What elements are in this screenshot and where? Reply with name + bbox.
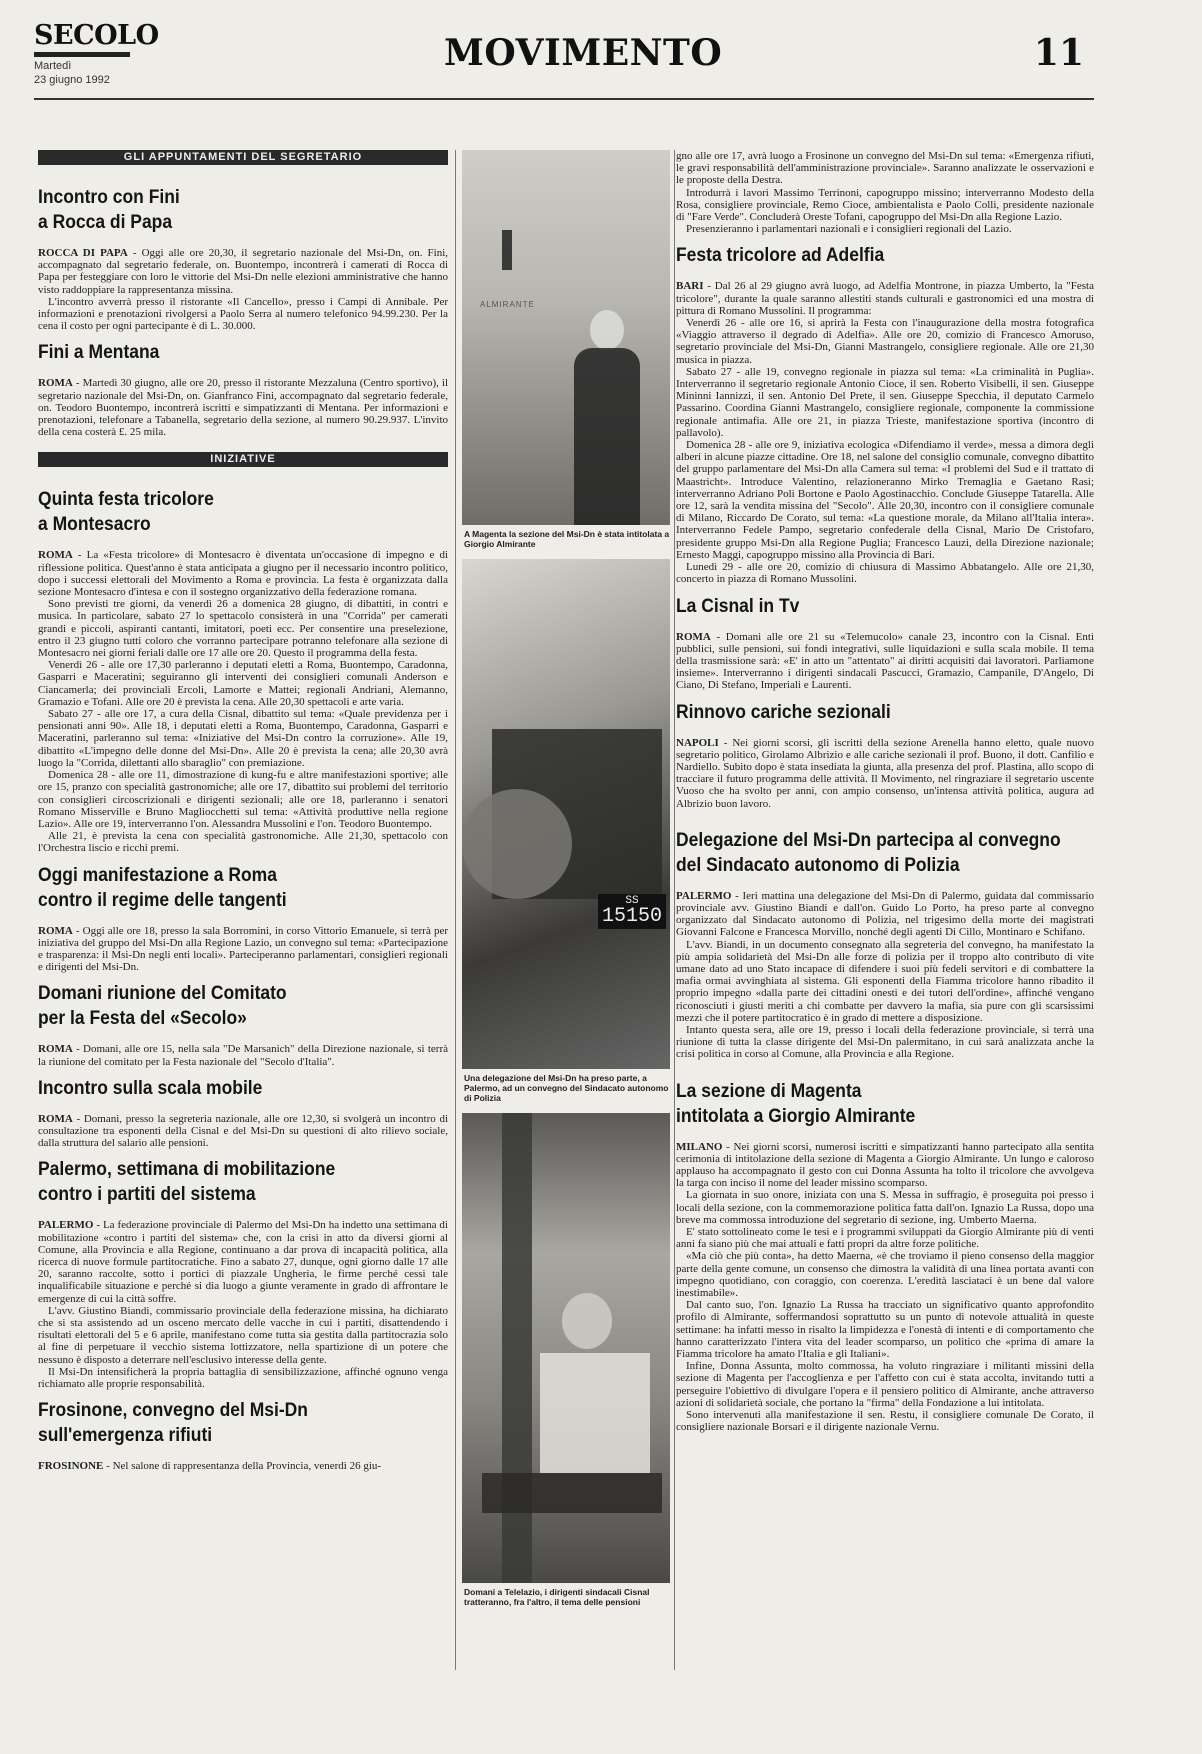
paragraph <box>38 1219 448 1304</box>
page-number: 11 <box>1033 32 1084 74</box>
photo-pensioner <box>462 1113 670 1583</box>
article-body <box>38 1219 448 1390</box>
headline-line: Frosinone, convegno del Msi-Dn <box>38 1400 308 1422</box>
dateline: MILANO <box>676 1140 723 1153</box>
paragraph <box>38 377 448 438</box>
dateline: ROMA <box>38 377 73 390</box>
article-headline <box>676 243 1091 268</box>
paragraph: Sono intervenuti alla manifestazione il sen. Restu, il consigliere comunale De Corato, il consigliere nazionale Borsari e il dirigente nazionale Vernu. <box>676 1409 1094 1434</box>
article-body <box>676 737 1094 810</box>
headline-line: contro il regime delle tangenti <box>38 889 287 911</box>
headline-line: Rinnovo cariche sezionali <box>676 701 891 723</box>
dateline: NAPOLI <box>676 736 719 749</box>
photo-almirante-plaque <box>462 150 670 525</box>
paragraph-text: - Oggi alle ore 18, presso la sala Borromini, in corso Vittorio Emanuele, si terrà per iniziativa del gruppo del Msi-Dn alla Regione Lazio, un convegno sul tema: «Partecipazione e trasparenza: il Msi-Dn negli enti locali». Parteciperanno parlamentari, consiglieri regionali e dirigenti del Msi-Dn. <box>38 924 448 974</box>
article-body <box>38 247 448 332</box>
article-headline <box>38 340 445 365</box>
article-body <box>676 1141 1094 1434</box>
article <box>38 185 448 332</box>
paragraph: E' stato sottolineato come le tesi e i programmi sviluppati da Giorgio Almirante più di venti anni fa siano più che mai attuali e fatti propri da altre forze politiche. <box>676 1226 1094 1251</box>
headline-line: a Montesacro <box>38 514 151 536</box>
paragraph <box>676 631 1094 692</box>
article <box>38 981 448 1067</box>
woman-head <box>590 310 624 350</box>
paragraph-text: - Nei giorni scorsi, numerosi iscritti e simpatizzanti hanno partecipato alla sentita cerimonia di intitolazione della sezione di Magenta a Giorgio Almirante. Un lungo e caloroso applauso ha accompagnato il gesto con cui Donna Assunta ha tolto il tricolore che avvolgeva la targa con inciso il nome del leader missino scomparso. <box>676 1140 1094 1190</box>
paragraph <box>38 1460 448 1472</box>
headline-line: sull'emergenza rifiuti <box>38 1425 213 1447</box>
article <box>676 1079 1094 1434</box>
article-headline <box>38 185 445 235</box>
rubric-bar: GLI APPUNTAMENTI DEL SEGRETARIO <box>38 150 448 165</box>
paragraph: La giornata in suo onore, iniziata con una S. Messa in suffragio, è proseguita poi presso i locali della sezione, con la commemorazione politica fatta dall'on. Ignazio La Russa, dopo una breve ma commossa introduzione del segretario di sezione, ing. Umberto Maerna. <box>676 1189 1094 1226</box>
paragraph <box>38 925 448 974</box>
header-rule <box>34 98 1094 100</box>
article-body <box>38 1043 448 1067</box>
photo-caption: A Magenta la sezione del Msi-Dn è stata intitolata a Giorgio Almirante <box>464 529 670 549</box>
article-headline <box>676 700 1091 725</box>
article <box>38 1076 448 1150</box>
article-headline <box>38 1398 445 1448</box>
paragraph <box>38 1043 448 1067</box>
column-divider <box>674 150 675 1670</box>
article-headline <box>676 1079 1091 1129</box>
plate-number: 15150 <box>601 905 662 928</box>
paragraph: L'avv. Biandi, in un documento consegnato alla segreteria del convegno, ha manifestato la più ampia solidarietà del Msi-Dn alle forze di polizia per il troppo alto contributo di vite umane dato ad uno Stato incapace di difendere i suoi più fedeli servitori e di combattere la mafia ormai avvinghiata al sistema. Gli esponenti della Fiamma tricolore hanno ribadito il proprio impegno «dalla parte dei cittadini onesti e dei tutori dell'ordine», affinché vengano riconosciuti i giusti meriti a chi combatte per davvero la mafia, sia pure con gli scarsissimi mezzi che il potere partitocratico è in grado di mettere a disposizione. <box>676 938 1094 1024</box>
article-headline <box>38 863 445 913</box>
headline-line: per la Festa del «Secolo» <box>38 1008 247 1030</box>
article <box>38 1398 448 1472</box>
dateline: ROMA <box>38 1112 73 1125</box>
article <box>38 1157 448 1390</box>
paragraph: Sabato 27 - alle 19, convegno regionale in piazza sul tema: «La criminalità in Puglia». Interverranno il segretario regionale Antonio Cioce, il sen. Roberto Visibelli, il sen. Giuseppe Mininni Iannizzi, il sen. Antonio Del Prete, il sen. Giuseppe Specchia, il deputato Carmelo Passarino. Coordina Gianni Mastrangelo, consigliere regionale, componente la commissione regionale antimafia. Alle ore 21, in piazza Trieste, manifestazione sportiva (incontro di pallavolo). <box>676 365 1094 439</box>
paragraph: Sono previsti tre giorni, da venerdì 26 a domenica 28 giugno, di dibattiti, in contri e musica. In particolare, sabato 27 lo spettacolo consisterà in una "Corrida" per camerati grandi e piccoli, aspiranti cantanti, imitatori, poeti ecc. Per consentire una preselezione, entro il 23 giugno tutti coloro che vorranno partecipare potranno telefonare alla sezione di Montesacro nei giorni feriali dalle ore 17 alle ore 20. Questo il programma della festa. <box>38 598 448 660</box>
headline-line: Incontro con Fini <box>38 187 180 208</box>
paragraph <box>676 890 1094 939</box>
issue-date: 23 giugno 1992 <box>34 74 110 86</box>
headline-line: Incontro sulla scala mobile <box>38 1077 263 1099</box>
paragraph-text: - Nel salone di rappresentanza della Provincia, venerdì 26 giu- <box>106 1460 382 1473</box>
left-column <box>38 150 448 1670</box>
issue-day: Martedì <box>34 60 72 72</box>
paragraph <box>38 549 448 598</box>
headline-line: Domani riunione del Comitato <box>38 983 287 1005</box>
paragraph <box>676 1141 1094 1190</box>
photo-caption: Domani a Telelazio, i dirigenti sindacali Cisnal tratteranno, fra l'altro, il tema delle pensioni <box>464 1587 650 1607</box>
person-figure <box>462 789 572 899</box>
dateline: PALERMO <box>38 1219 94 1232</box>
paragraph: Dal canto suo, l'on. Ignazio La Russa ha tracciato un significativo quanto approfondito profilo di Almirante, soffermandosi soprattutto su un punto di notevole attualità in queste settimane: ha infatti messo in risalto la limpidezza e l'onestà di intenti e di comportamento che hanno caratterizzato l'intera vita del leader scomparso, un politico che «prima di amare la Fiamma tricolore ha amato l'Italia e gli Italiani». <box>676 1299 1094 1361</box>
article-headline <box>38 487 445 537</box>
article-body <box>38 1460 448 1472</box>
dateline: PALERMO <box>676 889 732 902</box>
headline-line: intitolata a Giorgio Almirante <box>676 1105 916 1127</box>
dateline: BARI <box>676 280 704 293</box>
dateline: ROMA <box>38 1043 73 1056</box>
photo-palermo-car <box>462 559 670 1069</box>
article-headline <box>38 981 445 1031</box>
paragraph: L'avv. Giustino Biandi, commissario provinciale della federazione missina, ha dichiarato che si sta assistendo ad un osceno mercato delle vacche in cui i partiti, disattendendo i risultati elettorali del 5 e 6 aprile, manifestano come tutta sia gestita dalla partitocrazia solo al fine di perpetuare il vecchio sistema lottizzatore, nella spartizione di un potere che nessuno è disposto a deterrare nell'esclusivo interesse della gente. <box>38 1304 448 1366</box>
man-head <box>562 1293 612 1349</box>
logo-underline <box>34 52 130 57</box>
dateline: ROMA <box>38 549 73 562</box>
dateline: ROMA <box>676 630 711 643</box>
paragraph: Domenica 28 - alle ore 11, dimostrazione di kung-fu e altre manifestazioni sportive; alle ore 15, pranzo con specialità gastronomiche; alle ore 17, dibattito sui problemi del territorio con consiglieri circoscrizionali e dirigenti sezionali; alle ore 18, parleranno i senatori Romano Misserville e Bruno Magliocchetti sul tema: «Attività produttive nella regione Lazio». Alle ore 19, interverranno l'on. Alessandra Mussolini e l'on. Teodoro Buontempo. <box>38 769 448 830</box>
paragraph <box>676 280 1094 317</box>
paragraph: Il Msi-Dn intensificherà la propria battaglia di sensibilizzazione, affinché ognuno venga richiamato alle proprie responsabilità. <box>38 1365 448 1390</box>
article-body <box>38 377 448 438</box>
headline-line: Delegazione del Msi-Dn partecipa al convegno <box>676 829 1061 851</box>
plaque-emblem <box>502 230 512 270</box>
right-column <box>676 150 1094 1670</box>
paragraph: Domenica 28 - alle ore 9, iniziativa ecologica «Difendiamo il verde», messa a dimora degli alberi in alcune piazze cittadine. Ore 18, nel salone del consiglio comunale, convegno dibattito del gruppo parlamentare del Msi-Dn alla Camera sul tema: «I problemi del Sud e il trattato di Maastricht». Introduce Valentino, relazioneranno Mirko Tremaglia e Gaetano Rasi; interverranno Adriano Poli Bortone e Paolo Agostinacchio. Conclude Giuseppe Tatarella. Alle ore 12, sarà la vendita missina del "Secolo". Alle 20,30, incontro con il consigliere comunale di Milano, Riccardo De Corato, sul tema: «La questione morale, da Milano all'Italia intera». Interverranno Fedele Pampo, segretario confederale della Cisnal, Mario De Cristofaro, presidente gruppo Msi-Dn alla Regione Puglia; Francesco Lauzi, della Direzione nazionale; Ernesto Maggi, capogruppo missino alla Provincia di Bari. <box>676 439 1094 561</box>
dateline: ROCCA DI PAPA <box>38 247 128 259</box>
newspaper-logo: SECOLO <box>34 20 159 51</box>
paragraph-text: - La «Festa tricolore» di Montesacro è diventata un'occasione di impegno e di riflessione politica. Quest'anno è stata anticipata a giugno per il necessario incontro politico, dopo i successi elettorali del Movimento a Roma e provincia. La festa è organizzata dalla sezione Montesacro d'intesa e con il sostegno organizzativo della federazione romana. <box>38 549 448 599</box>
article-headline <box>38 1076 445 1101</box>
article <box>676 828 1094 1061</box>
bench <box>482 1473 662 1513</box>
headline-line: La sezione di Magenta <box>676 1080 862 1102</box>
article-body <box>38 925 448 974</box>
paragraph-text: - Nei giorni scorsi, gli iscritti della sezione Arenella hanno eletto, quale nuovo segretario politico, Girolamo Albrizio e alle cariche sezionali il prof. Buono, il dott. Canfilio e Nardiello. Subito dopo è stata insediata la giunta, alla presenza del prof. Plastina, allo scopo di tracciare il futuro programma delle attività. Il Movimento, nel ringraziare il segretario uscente Vuoso che ha svolto per anni, con ampio consenso, un'intensa attività politica, augura ad Albrizio buon lavoro. <box>676 736 1094 810</box>
paragraph: Sabato 27 - alle ore 17, a cura della Cisnal, dibattito sul tema: «Quale previdenza per i pensionati anni 90». Alle 18, i deputati eletti a Roma, Buontempo, Caradonna, Gasparri e Maceratini, parleranno sul tema: «Iniziative del Msi-Dn contro la corruzione». Alle 19, dibattito «L'impegno delle donne del Msi-Dn». Alle 20 è prevista la cena; alle 20,30 avrà luogo la "Corrida, dilettanti allo sbaraglio" con premiazione. <box>38 708 448 769</box>
paragraph-text: - Dal 26 al 29 giugno avrà luogo, ad Adelfia Montrone, in piazza Umberto, la "Festa tricolore", durante la quale saranno allestiti stands culturali e gastronomici ed una mostra di pittura di Romano Mussolini. Il programma: <box>676 280 1094 317</box>
article-headline <box>38 1157 445 1207</box>
headline-line: Festa tricolore ad Adelfia <box>676 245 885 267</box>
article-continuation <box>676 150 1094 235</box>
article-body <box>38 1113 448 1150</box>
masthead <box>34 20 1094 100</box>
paragraph: Presenzieranno i parlamentari nazionali e i consiglieri regionali del Lazio. <box>686 223 1012 236</box>
headline-line: Palermo, settimana di mobilitazione <box>38 1159 336 1181</box>
paragraph <box>38 247 448 296</box>
article <box>38 487 448 854</box>
newspaper-held <box>540 1353 650 1473</box>
paragraph: gno alle ore 17, avrà luogo a Frosinone un convegno del Msi-Dn sul tema: «Emergenza rifiuti, le gravi responsabilità dell'amministrazione provinciale». Saranno analizzate le osservazioni e le proposte della Destra. <box>676 150 1094 187</box>
article-body <box>38 549 448 854</box>
paragraph-text: - Domani, alle ore 15, nella sala "De Marsanich" della Direzione nazionale, si terrà la riunione del comitato per la Festa nazionale del "Secolo d'Italia". <box>38 1043 448 1068</box>
paragraph: «Ma ciò che più conta», ha detto Maerna, «è che troviamo il pieno consenso della maggior parte della gente comune, un consenso che dimostra la validità di una linea portata avanti con impegno quotidiano, con coraggio, con coerenza. L'eredità lasciataci è un bene dal valore inestimabile». <box>676 1250 1094 1300</box>
article <box>38 340 448 438</box>
dateline: FROSINONE <box>38 1460 104 1473</box>
paragraph: Alle 21, è prevista la cena con specialità gastronomiche. Alle 21,30, spettacolo con l'Orchestra liscio e ricchi premi. <box>38 830 448 855</box>
paragraph: Venerdì 26 - alle ore 17,30 parleranno i deputati eletti a Roma, Buontempo, Caradonna, Gasparri e Maceratini; seguiranno gli interventi dei consiglieri comunali Anderson e Ciancamerla; dei provinciali Ercoli, Lamorte e Mattei; regionali Andriani, Alemanno, Gramazio e Tofani. Alle ore 20 è prevista la cena. Alle 20,30 spettacoli e arte varia. <box>38 659 448 708</box>
paragraph-text: - Martedì 30 giugno, alle ore 20, presso il ristorante Mezzaluna (Centro sportivo), il segretario nazionale del Msi-Dn, on. Gianfranco Fini, accompagnato dal segretario federale, on. Teodoro Buontempo, incontrerà iscritti e simpatizzanti di Mentana. Per informazioni e prenotazioni, telefonare a Tabanella, segretario della sezione, al numero 90.29.937. L'invito della cena costerà £. 25 mila. <box>38 377 448 439</box>
article-headline <box>676 594 1091 619</box>
article-headline <box>676 828 1091 878</box>
plaque-sign: ALMIRANTE <box>480 300 535 309</box>
article <box>676 243 1094 585</box>
paragraph-text: - Domani alle ore 21 su «Telemucolo» canale 23, incontro con la Cisnal. Enti pubblici, sulle pensioni, sui fondi integrativi, sulle liquidazioni e sulla scala mobile. Il tema della trasmissione sarà: «E' in atto un "attentato" ai diritti acquisiti dai lavoratori. Parliamone insieme». Interverranno i dirigenti sindacali Pascucci, Gramazio, Campanile, D'Angelo, Di Ciano, Di Stefano, Imperiali e Laurenti. <box>676 630 1094 692</box>
headline-line: contro i partiti del sistema <box>38 1184 256 1206</box>
dateline: ROMA <box>38 924 73 937</box>
paragraph <box>38 1113 448 1150</box>
woman-figure <box>574 348 640 525</box>
paragraph-text: - Domani, presso la segreteria nazionale, alle ore 12,30, si svolgerà un incontro di consultazione tra esponenti della Cisnal e del Msi-Dn su questioni di alto rilievo sociale, dalla struttura del salario alle pensioni. <box>38 1112 448 1150</box>
paragraph-text: - Oggi alle ore 20,30, il segretario nazionale del Msi-Dn, on. Fini, accompagnato dal segretario federale, on. Buontempo, incontrerà i camerati di Rocca di Papa per festeggiare con loro le vittorie del Msi-Dn nelle elezioni amministrative che hanno visto raddoppiare la rappresentanza missina. <box>38 247 448 296</box>
paragraph: Infine, Donna Assunta, molto commossa, ha voluto ringraziare i militanti missini della sezione di Magenta per l'accoglienza e per l'affetto con cui è stata accolta, invitando tutti a perseguire l'obiettivo di divulgare l'opera e il pensiero politico di Almirante, anche attraverso azioni di solidarietà sociale, che portano la "firma" della Fondazione a lui intitolata. <box>676 1360 1094 1409</box>
photo-caption: Una delegazione del Msi-Dn ha preso parte, a Palermo, ad un convegno del Sindacato autonomo di Polizia <box>464 1073 669 1103</box>
headline-line: Quinta festa tricolore <box>38 489 214 511</box>
paragraph: Lunedì 29 - alle ore 20, comizio di chiusura di Massimo Abbatangelo. Alle ore 21,30, concerto in piazza di Romano Mussolini. <box>676 561 1094 586</box>
rubric-bar: INIZIATIVE <box>38 452 448 467</box>
headline-line: Oggi manifestazione a Roma <box>38 864 277 886</box>
paragraph: Introdurrà i lavori Massimo Terrinoni, capogruppo missino; interverranno Modesto della Rosa, consigliere provinciale, Remo Cioce, ambientalista e Paolo Colli, presidente nazionale di "Fare Verde". Concluderà Oreste Tofani, capogruppo del Msi-Dn alla Regione Lazio. <box>676 186 1094 224</box>
headline-line: a Rocca di Papa <box>38 212 173 233</box>
article-body <box>676 280 1094 585</box>
headline-line: La Cisnal in Tv <box>676 595 800 617</box>
article <box>676 700 1094 810</box>
paragraph-text: - La federazione provinciale di Palermo del Msi-Dn ha indetto una settimana di mobilitazione «contro i partiti del sistema» che, con la crisi in atto da diversi giorni al Comune, alla Provincia e alla Regione, continuano a dar prova di incapacità politica, alla ricerca di nuove formule partitocratiche. Fino a sabato 27, dunque, ogni giorno dalle 17 alle 20, saranno raccolte, sotto i portici di piazzale Ungheria, le firme perché cessi tale inqualificabile situazione e perché si dia luogo a giunte veramente in grado di affrontare le emergenze di cui la città soffre. <box>38 1219 448 1305</box>
article <box>676 594 1094 692</box>
license-plate <box>598 894 666 929</box>
paragraph: Intanto questa sera, alle ore 19, presso i locali della federazione provinciale, si terrà una riunione di tutta la classe dirigente del Msi-Dn palermitano, in cui sarà analizzata anche la crisi politica in corso al Comune, alla Provincia e alla Regione. <box>676 1023 1094 1061</box>
photo-column <box>462 150 672 1670</box>
column-divider <box>455 150 456 1670</box>
paragraph <box>676 737 1094 810</box>
paragraph: Venerdì 26 - alle ore 16, si aprirà la Festa con l'inaugurazione della mostra fotografica «Viaggio attraverso il degrado di Adelfia». Alle ore 20, comizio di Francesco Amoruso, segretario provinciale del Msi-Dn, Gianni Mastrangelo, consigliere regionale. Alle ore 21,30 musica in piazza. <box>676 317 1094 366</box>
plate-prefix: SS <box>625 895 639 907</box>
headline-line: del Sindacato autonomo di Polizia <box>676 854 960 876</box>
article-body <box>676 631 1094 692</box>
article <box>38 863 448 974</box>
paragraph-text: - Ieri mattina una delegazione del Msi-Dn di Palermo, guidata dal commissario provinciale avv. Giustino Biandi e dall'on. Guido Lo Porto, ha preso parte al convegno organizzato dal Sindacato autonomo di Polizia, nel trigesimo della morte dei magistrati Giovanni Falcone e Francesca Morvillo, nonché degli agenti Di Cillo, Montinaro e Schifano. <box>676 889 1094 939</box>
headline-line: Fini a Mentana <box>38 342 160 364</box>
article-body <box>676 890 1094 1061</box>
section-title: MOVIMENTO <box>444 32 723 74</box>
paragraph: L'incontro avverrà presso il ristorante «Il Cancello», presso i Campi di Annibale. Per informazioni e prenotazioni rivolgersi a Paolo Serra al numero telefonico 94.99.230. Per la cena il costo per ogni partecipante è di L. 30.000. <box>38 295 448 333</box>
